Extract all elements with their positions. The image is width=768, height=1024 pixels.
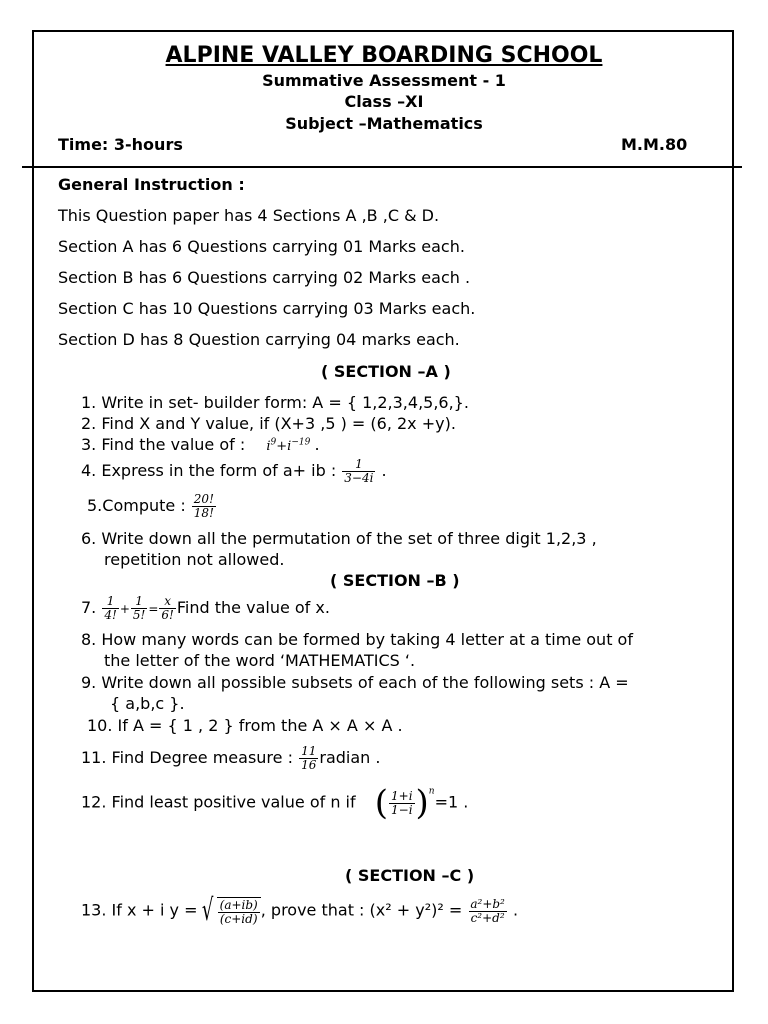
question-4: 4. Express in the form of a+ ib : $\frac{1}{3-4i}$ . [81, 457, 387, 485]
question-12: 12. Find least positive value of n if ( $\frac{1+i}{1-i}$ )$^n$=1 . [81, 783, 469, 823]
q7-fraction-3: $\frac{x}{6!}$ [161, 594, 174, 622]
q5-fraction: $\frac{20!}{18!}$ [193, 492, 214, 520]
q4-fraction: $\frac{1}{3-4i}$ [344, 457, 374, 485]
instruction-line: Section B has 6 Questions carrying 02 Marks each . [58, 268, 471, 287]
q13-fraction: $\frac{(a+ib)}{(c+id)}$ [219, 897, 258, 926]
exam-title: Summative Assessment - 1 [262, 71, 506, 90]
class-label: Class –XI [344, 92, 424, 111]
section-b-heading: ( SECTION –B ) [330, 571, 460, 590]
question-8-line-2: the letter of the word ‘MATHEMATICS ‘. [104, 651, 416, 670]
question-9-line-1: 9. Write down all possible subsets of each of the following sets : A = [81, 673, 629, 692]
question-8-line-1: 8. How many words can be formed by taking 4 letter at a time out of [81, 630, 633, 649]
question-9-line-2: { a,b,c }. [110, 694, 185, 713]
instruction-line: Section C has 10 Questions carrying 03 Marks each. [58, 299, 476, 318]
q7-fraction-2: $\frac{1}{5!}$ [132, 594, 146, 622]
header-divider [22, 166, 742, 168]
question-2: 2. Find X and Y value, if (X+3 ,5 ) = (6, 2x +y). [81, 414, 456, 433]
q12-fraction: $\frac{1+i}{1-i}$ [391, 788, 413, 817]
question-6-line-2: repetition not allowed. [104, 550, 285, 569]
instructions-heading: General Instruction : [58, 175, 245, 194]
subject-label: Subject –Mathematics [285, 114, 483, 133]
q13-sqrt: √ $\frac{(a+ib)}{(c+id)}$ [198, 896, 261, 926]
question-11: 11. Find Degree measure : $\frac{11}{16}$ radian . [81, 744, 381, 772]
school-name: ALPINE VALLEY BOARDING SCHOOL [165, 43, 603, 68]
instruction-line: Section A has 6 Questions carrying 01 Marks each. [58, 237, 465, 256]
section-c-heading: ( SECTION –C ) [345, 866, 475, 885]
question-13: 13. If x + i y = √ $\frac{(a+ib)}{(c+id)}$ , prove that : (x² + y²)² = $\frac{\text{a²+b²}}{\text{c²+d²}}$ . [81, 893, 519, 928]
max-marks: M.M.80 [621, 135, 688, 154]
instruction-line: Section D has 8 Question carrying 04 marks each. [58, 330, 460, 349]
q13-fraction-2: $\frac{\text{a²+b²}}{\text{c²+d²}}$ [470, 896, 505, 925]
instruction-line: This Question paper has 4 Sections A ,B ,C & D. [58, 206, 440, 225]
question-6-line-1: 6. Write down all the permutation of the set of three digit 1,2,3 , [81, 529, 597, 548]
section-a-heading: ( SECTION –A ) [321, 362, 451, 381]
q3-expression: $i^9+i^{-19}$ [266, 437, 311, 454]
q11-fraction: $\frac{11}{16}$ [301, 744, 317, 772]
time-label: Time: 3-hours [58, 135, 183, 154]
question-7: 7. $\frac{1}{4!}$ + $\frac{1}{5!}$ = $\frac{x}{6!}$ Find the value of x. [81, 594, 330, 622]
question-1: 1. Write in set- builder form: A = { 1,2,3,4,5,6,}. [81, 393, 469, 412]
q7-fraction-1: $\frac{1}{4!}$ [104, 594, 117, 622]
question-5: 5.Compute : $\frac{20!}{18!}$ [87, 492, 214, 520]
question-10: 10. If A = { 1 , 2 } from the A × A × A . [87, 716, 403, 735]
question-3: 3. Find the value of : $i^9+i^{-19}$ . [81, 435, 320, 454]
